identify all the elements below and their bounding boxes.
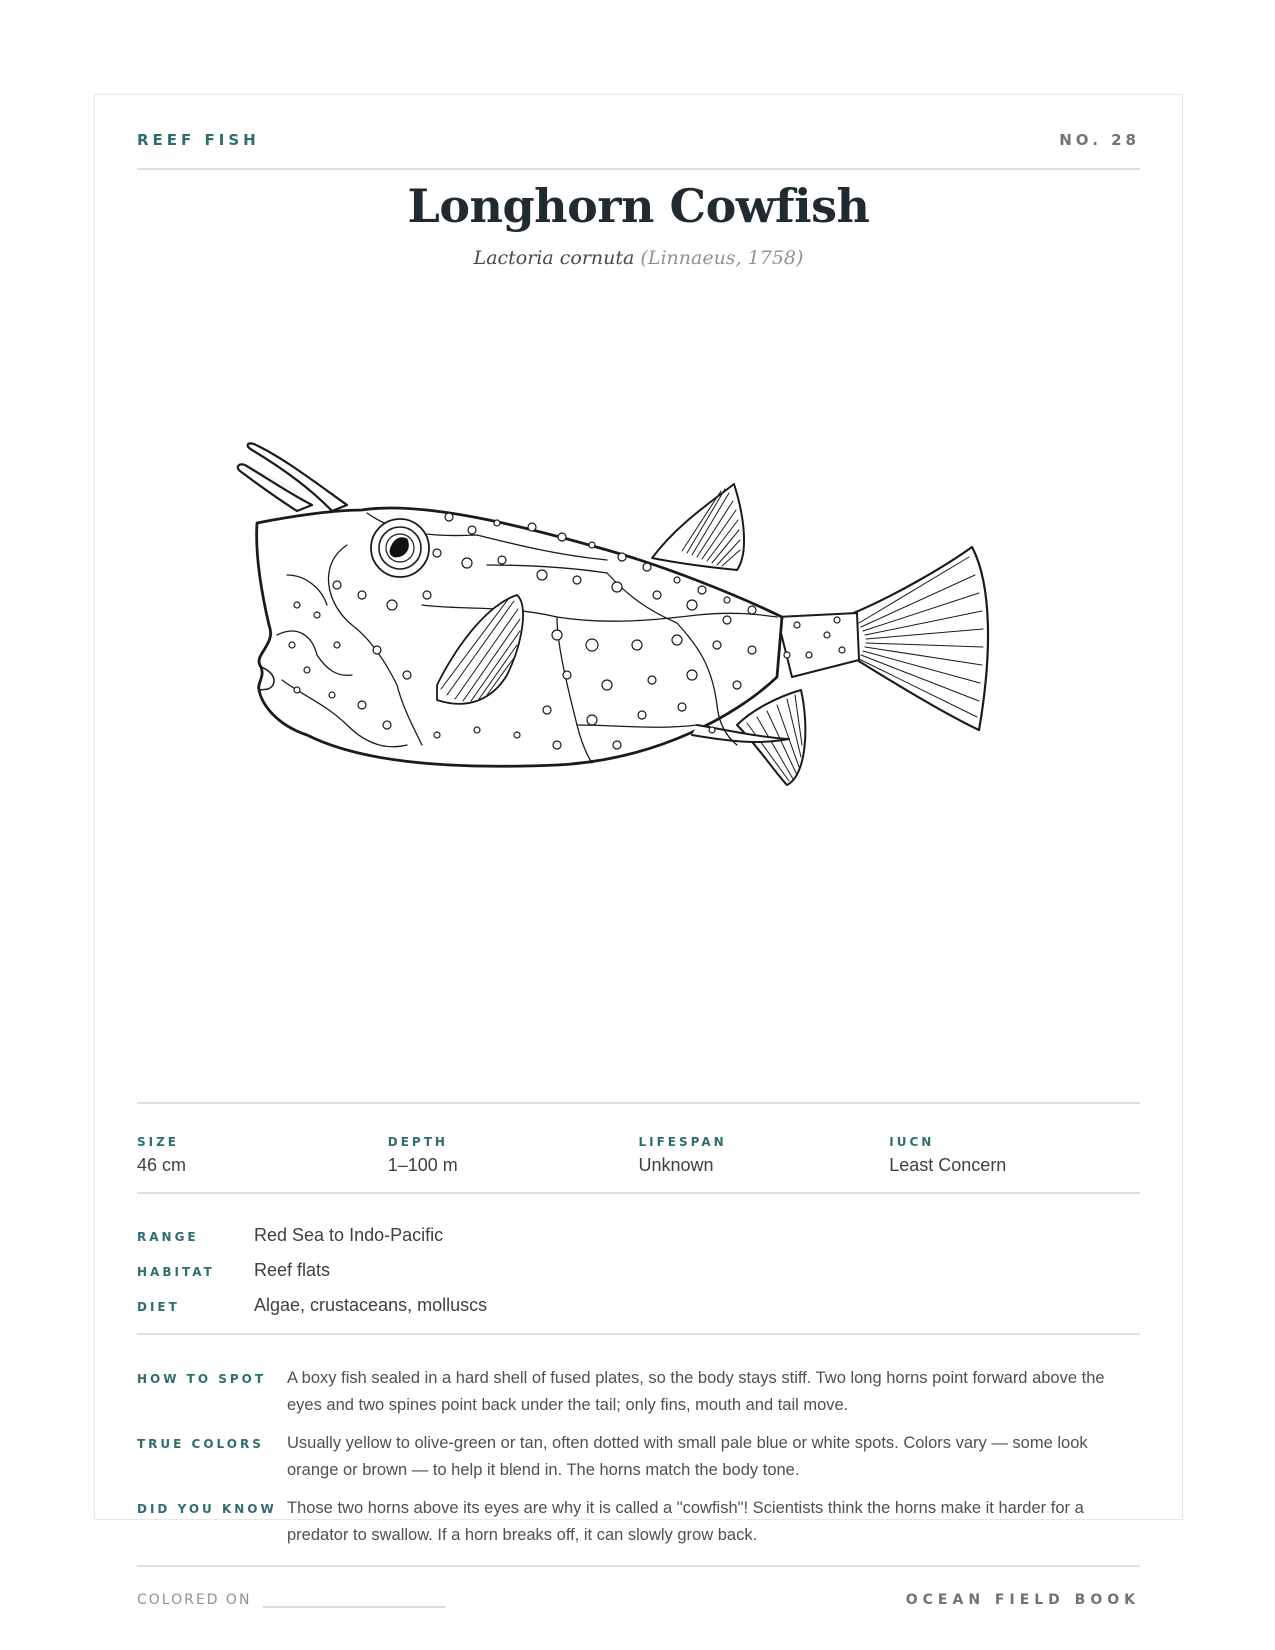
note-true-colors [137,1430,1140,1484]
entry-number: NO. 28 [1059,131,1140,149]
stat-lifespan [639,1135,890,1176]
stat-label: IUCN [889,1135,935,1149]
fish-illustration [137,305,1140,1105]
stat-iucn [889,1135,1140,1176]
date-write-line [263,1594,446,1608]
note-label: DID YOU KNOW [137,1502,277,1516]
facts-list [137,1225,1140,1330]
note-label: TRUE COLORS [137,1437,264,1451]
fact-value: Algae, crustaceans, molluscs [254,1295,488,1315]
note-how-to-spot [137,1365,1140,1419]
fact-habitat [137,1260,1140,1295]
footer-divider [137,1565,1140,1567]
fact-label: RANGE [137,1230,199,1244]
stat-value: 1–100 m [387,1155,458,1175]
binomial-name: Lactoria cornuta [473,247,635,269]
category-label: REEF FISH [137,131,260,149]
book-title: OCEAN FIELD BOOK [905,1592,1140,1608]
stat-value: 46 cm [137,1155,187,1175]
stats-bottom-divider [137,1192,1140,1194]
fact-diet [137,1295,1140,1330]
coloring-page [94,94,1183,1608]
footer [137,1592,1140,1608]
fact-label: HABITAT [137,1265,215,1279]
header-divider [137,168,1140,170]
note-text: Usually yellow to olive-green or tan, often dotted with small pale blue or white spots. Colors vary — some look orange or brown — to help it blend in. The horns match the body tone. [287,1434,1088,1479]
fact-value: Red Sea to Indo-Pacific [254,1225,444,1245]
note-text: A boxy fish sealed in a hard shell of fused plates, so the body stays stiff. Two long horns point forward above the eyes and two spines point back under the tail; only fins, mouth and tail move. [287,1369,1105,1414]
stat-depth [388,1135,639,1176]
notes-list [137,1365,1140,1560]
note-text: Those two horns above its eyes are why it is called a "cowfish"! Scientists think the horns make it harder for a predator to swallow. If a horn breaks off, it can slowly grow back. [287,1499,1084,1544]
longhorn-cowfish-icon [137,305,1140,1105]
stat-size [137,1135,388,1176]
page-content [137,95,1140,1608]
page-title: Longhorn Cowfish [407,179,870,233]
stats-top-divider [137,1102,1140,1104]
authority: (Linnaeus, 1758) [640,247,804,269]
fact-range [137,1225,1140,1260]
fact-label: DIET [137,1300,180,1314]
stat-value: Least Concern [889,1155,1007,1175]
colored-on [137,1592,446,1608]
header-bar [137,131,1140,149]
fact-value: Reef flats [254,1260,331,1280]
stat-value: Unknown [638,1155,714,1175]
note-did-you-know [137,1495,1140,1549]
facts-divider [137,1333,1140,1335]
note-label: HOW TO SPOT [137,1372,267,1386]
stats-row [137,1135,1140,1176]
stat-label: DEPTH [387,1135,448,1149]
stat-label: LIFESPAN [638,1135,727,1149]
stat-label: SIZE [137,1135,180,1149]
colored-on-label: COLORED ON [137,1592,252,1608]
scientific-name [137,247,1140,269]
